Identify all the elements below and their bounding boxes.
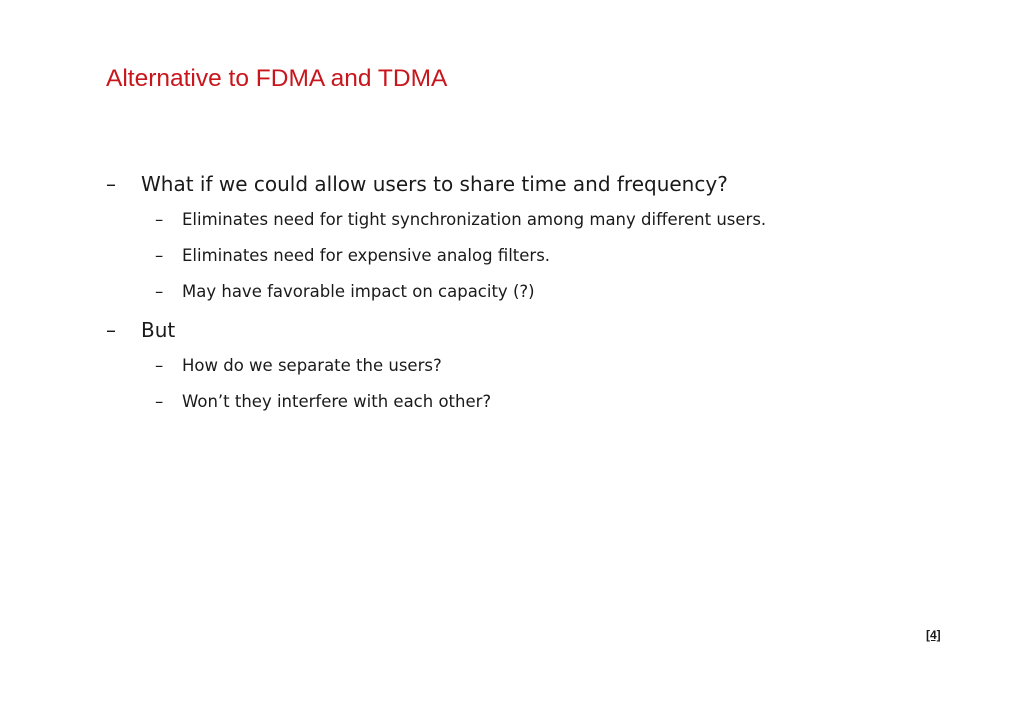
bullet-text: May have favorable impact on capacity (?) bbox=[182, 282, 535, 301]
bullet-text: Won’t they interfere with each other? bbox=[182, 392, 492, 411]
bullet-text: Eliminates need for expensive analog filters. bbox=[182, 246, 551, 265]
bullet-text: But bbox=[141, 318, 176, 342]
bullet-sub-separate bbox=[155, 355, 442, 377]
bullet-sub-synchronization bbox=[155, 209, 766, 231]
bullet-dash: – bbox=[106, 318, 116, 342]
bullet-dash: – bbox=[155, 246, 164, 265]
bullet-text: How do we separate the users? bbox=[182, 356, 442, 375]
bullet-dash: – bbox=[155, 282, 164, 301]
bullet-sub-interfere bbox=[155, 391, 491, 413]
bullet-dash: – bbox=[155, 392, 164, 411]
bullet-sub-filters bbox=[155, 245, 550, 267]
bullet-text: Eliminates need for tight synchronization among many different users. bbox=[182, 210, 767, 229]
bullet-dash: – bbox=[155, 210, 164, 229]
slide-title: Alternative to FDMA and TDMA bbox=[106, 65, 448, 92]
bullet-main-share bbox=[106, 171, 728, 197]
bullet-text: What if we could allow users to share time and frequency? bbox=[141, 172, 728, 196]
bullet-dash: – bbox=[155, 356, 164, 375]
bullet-sub-capacity bbox=[155, 281, 535, 303]
bullet-main-but bbox=[106, 317, 175, 343]
bullet-dash: – bbox=[106, 172, 116, 196]
page-number: [4] bbox=[926, 628, 941, 642]
